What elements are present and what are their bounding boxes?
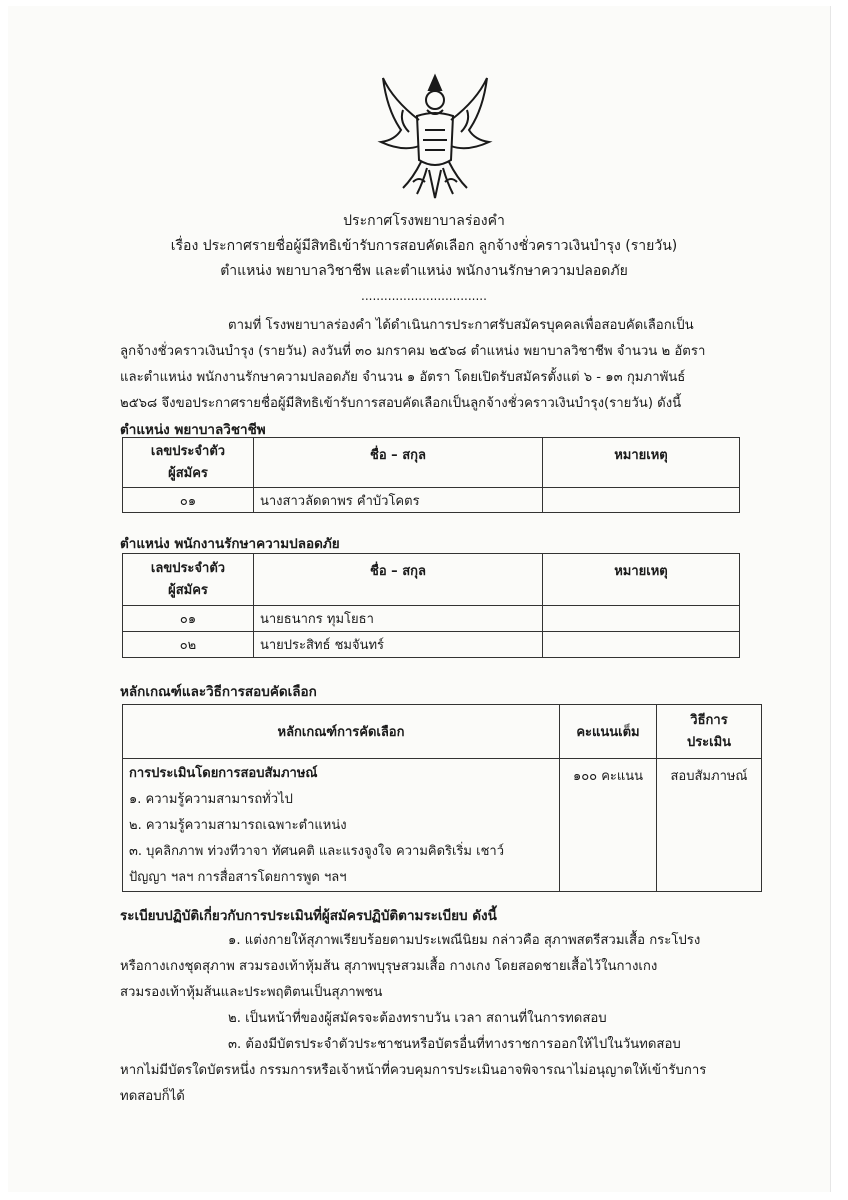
rule-line-4: ๒. เป็นหน้าที่ของผู้สมัครจะต้องทราบวัน เวลา สถานที่ในการทดสอบ xyxy=(228,1011,607,1026)
rule-line-5: ๓. ต้องมีบัตรประจำตัวประชาชนหรือบัตรอื่นที่ทางราชการออกให้ไปในวันทดสอบ xyxy=(228,1037,681,1052)
rule-line-7: ทดสอบก็ได้ xyxy=(120,1089,185,1104)
score-cell: ๑๐๐ คะแนน xyxy=(560,759,657,892)
intro-line-4: ๒๕๖๘ จึงขอประกาศรายชื่อผู้มีสิทธิเข้ารับการสอบคัดเลือกเป็นลูกจ้างชั่วคราวเงินบำรุง(รายวัน) ดังนี้ xyxy=(120,396,682,411)
name-header: ชื่อ – สกุล xyxy=(254,554,543,606)
score-header: คะแนนเต็ม xyxy=(560,705,657,759)
name-header: ชื่อ – สกุล xyxy=(254,438,543,488)
intro-line-2: ลูกจ้างชั่วคราวเงินบำรุง (รายวัน) ลงวันที่ ๓๐ มกราคม ๒๕๖๘ ตำแหน่ง พยาบาลวิชาชีพ จำนวน ๒ อัตรา xyxy=(120,344,706,359)
rule-line-2: หรือกางเกงชุดสุภาพ สวมรองเท้าหุ้มส้น สุภาพบุรุษสวมเสื้อ กางเกง โดยสอดชายเสื้อไว้ในกางเกง xyxy=(120,959,658,974)
table-header-row xyxy=(123,705,762,759)
rule-line-1: ๑. แต่งกายให้สุภาพเรียบร้อยตามประเพณีนิยม กล่าวคือ สุภาพสตรีสวมเสื้อ กระโปรง xyxy=(228,933,701,948)
rule-line-3: สวมรองเท้าหุ้มส้นและประพฤติตนเป็นสุภาพชน xyxy=(120,985,383,1000)
applicant-id-header: เลขประจำตัว ผู้สมัคร xyxy=(123,438,254,488)
title-divider: ................................. xyxy=(361,289,487,303)
applicant-note xyxy=(543,488,740,513)
nurse-heading: ตำแหน่ง พยาบาลวิชาชีพ xyxy=(120,422,266,438)
applicant-id: ๐๒ xyxy=(123,632,254,658)
applicant-note xyxy=(543,606,740,632)
table-row xyxy=(123,632,740,658)
table-row xyxy=(123,488,740,513)
method-cell: สอบสัมภาษณ์ xyxy=(657,759,762,892)
rule-line-6: หากไม่มีบัตรใดบัตรหนึ่ง กรรมการหรือเจ้าหน้าที่ควบคุมการประเมินอาจพิจารณาไม่อนุญาตให้เข้ารับการ xyxy=(120,1063,707,1078)
applicant-note xyxy=(543,632,740,658)
criteria-cell xyxy=(123,759,560,892)
criteria-item: ๑. ความรู้ความสามารถทั่วไป xyxy=(129,792,293,807)
table-header-row xyxy=(123,438,740,488)
method-header: วิธีการ ประเมิน xyxy=(657,705,762,759)
table-row xyxy=(123,606,740,632)
intro-line-3: และตำแหน่ง พนักงานรักษาความปลอดภัย จำนวน ๑ อัตรา โดยเปิดรับสมัครตั้งแต่ ๖ - ๑๓ กุมภาพันธ์ xyxy=(120,370,686,385)
criteria-title: การประเมินโดยการสอบสัมภาษณ์ xyxy=(129,766,318,781)
applicant-id: ๐๑ xyxy=(123,488,254,513)
table-row xyxy=(123,759,762,892)
guard-table xyxy=(122,553,740,658)
table-header-row xyxy=(123,554,740,606)
garuda-emblem-icon xyxy=(373,70,497,202)
applicant-name: นายธนากร ทุมโยธา xyxy=(254,606,543,632)
applicant-id-header: เลขประจำตัว ผู้สมัคร xyxy=(123,554,254,606)
criteria-item: ปัญญา ฯลฯ การสื่อสารโดยการพูด ฯลฯ xyxy=(129,870,347,885)
org-title: ประกาศโรงพยาบาลร่องคำ xyxy=(343,213,505,229)
applicant-name: นายประสิทธ์ ชมจันทร์ xyxy=(254,632,543,658)
criteria-header: หลักเกณฑ์การคัดเลือก xyxy=(123,705,560,759)
note-header: หมายเหตุ xyxy=(543,438,740,488)
criteria-heading: หลักเกณฑ์และวิธีการสอบคัดเลือก xyxy=(120,684,317,700)
criteria-item: ๓. บุคลิกภาพ ท่วงทีวาจา ทัศนคติ และแรงจูงใจ ความคิดริเริ่ม เชาว์ xyxy=(129,844,505,859)
note-header: หมายเหตุ xyxy=(543,554,740,606)
position-line: ตำแหน่ง พยาบาลวิชาชีพ และตำแหน่ง พนักงานรักษาความปลอดภัย xyxy=(220,263,628,279)
applicant-id: ๐๑ xyxy=(123,606,254,632)
criteria-table xyxy=(122,704,762,892)
nurse-table xyxy=(122,437,740,513)
guard-heading: ตำแหน่ง พนักงานรักษาความปลอดภัย xyxy=(120,536,340,552)
intro-line-1: ตามที่ โรงพยาบาลร่องคำ ได้ดำเนินการประกาศรับสมัครบุคคลเพื่อสอบคัดเลือกเป็น xyxy=(228,318,694,333)
subject-line: เรื่อง ประกาศรายชื่อผู้มีสิทธิเข้ารับการสอบคัดเลือก ลูกจ้างชั่วคราวเงินบำรุง (รายวัน) xyxy=(170,238,678,254)
criteria-item: ๒. ความรู้ความสามารถเฉพาะตำแหน่ง xyxy=(129,818,347,833)
applicant-name: นางสาวลัดดาพร คำบัวโคตร xyxy=(254,488,543,513)
rules-heading: ระเบียบปฏิบัติเกี่ยวกับการประเมินที่ผู้สมัครปฏิบัติตามระเบียบ ดังนี้ xyxy=(120,908,497,924)
